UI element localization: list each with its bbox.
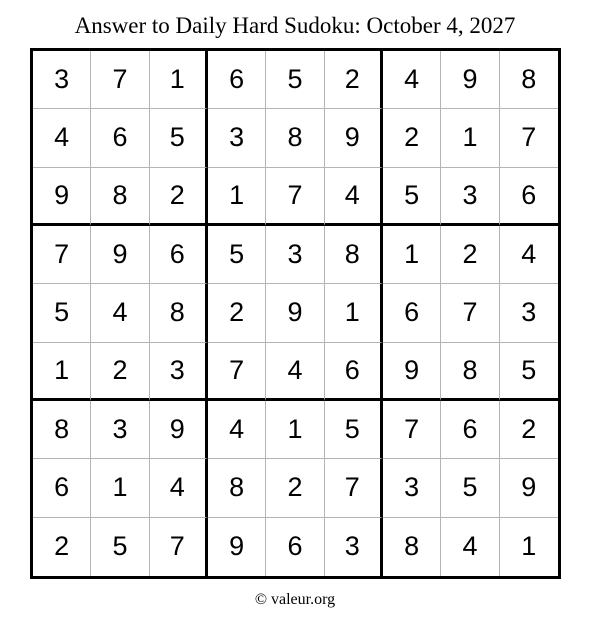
sudoku-cell-r1c2: 7 [91,51,149,109]
sudoku-cell-r4c6: 8 [325,226,383,284]
sudoku-cell-r2c2: 6 [91,109,149,167]
sudoku-cell-r4c4: 5 [208,226,266,284]
sudoku-cell-r8c7: 3 [383,459,441,517]
sudoku-cell-r3c9: 6 [500,168,558,226]
sudoku-cell-r1c1: 3 [33,51,91,109]
sudoku-cell-r3c7: 5 [383,168,441,226]
puzzle-title: Answer to Daily Hard Sudoku: October 4, 2027 [74,13,516,38]
sudoku-cell-r5c9: 3 [500,284,558,342]
sudoku-cell-r2c9: 7 [500,109,558,167]
sudoku-cell-r7c1: 8 [33,401,91,459]
sudoku-cell-r9c1: 2 [33,518,91,576]
sudoku-cell-r7c4: 4 [208,401,266,459]
sudoku-cell-r5c3: 8 [150,284,208,342]
sudoku-cell-r1c3: 1 [150,51,208,109]
sudoku-cell-r2c3: 5 [150,109,208,167]
sudoku-cell-r3c5: 7 [266,168,324,226]
sudoku-cell-r9c5: 6 [266,518,324,576]
sudoku-cell-r4c9: 4 [500,226,558,284]
sudoku-cell-r1c5: 5 [266,51,324,109]
sudoku-cell-r8c8: 5 [441,459,499,517]
sudoku-cell-r9c6: 3 [325,518,383,576]
sudoku-cell-r9c8: 4 [441,518,499,576]
copyright-footer: © valeur.org [254,591,336,608]
sudoku-cell-r8c5: 2 [266,459,324,517]
sudoku-cell-r5c2: 4 [91,284,149,342]
sudoku-cell-r8c4: 8 [208,459,266,517]
sudoku-cell-r5c7: 6 [383,284,441,342]
sudoku-cell-r6c8: 8 [441,343,499,401]
sudoku-cell-r4c8: 2 [441,226,499,284]
sudoku-cell-r9c9: 1 [521,531,537,562]
sudoku-cell-r3c4: 1 [208,168,266,226]
sudoku-cell-r9c7: 8 [383,518,441,576]
sudoku-cell-r9c4: 9 [208,518,266,576]
sudoku-cell-r8c6: 7 [325,459,383,517]
sudoku-cell-r5c1: 5 [33,284,91,342]
sudoku-cell-r1c7: 4 [383,51,441,109]
sudoku-cell-r2c5: 8 [266,109,324,167]
sudoku-cell-r6c5: 4 [266,343,324,401]
sudoku-cell-r4c2: 9 [91,226,149,284]
sudoku-cell-r3c6: 4 [325,168,383,226]
sudoku-cell-r2c8: 1 [441,109,499,167]
sudoku-cell-r5c8: 7 [441,284,499,342]
sudoku-cell-r6c9: 5 [500,343,558,401]
sudoku-cell-r1c8: 9 [441,51,499,109]
sudoku-cell-r5c6: 1 [325,284,383,342]
sudoku-cell-r4c1: 7 [33,226,91,284]
sudoku-cell-r2c7: 2 [383,109,441,167]
sudoku-board [30,48,561,579]
sudoku-cell-r6c7: 9 [383,343,441,401]
sudoku-cell-r1c4: 6 [208,51,266,109]
sudoku-cell-r3c2: 8 [91,168,149,226]
sudoku-cell-r7c3: 9 [150,401,208,459]
sudoku-cell-r8c1: 6 [33,459,91,517]
sudoku-cell-r5c5: 9 [266,284,324,342]
sudoku-cell-r8c3: 4 [150,459,208,517]
sudoku-cell-r6c1: 1 [33,343,91,401]
sudoku-cell-r9c2: 5 [91,518,149,576]
sudoku-cell-r3c8: 3 [441,168,499,226]
sudoku-cell-r4c3: 6 [150,226,208,284]
sudoku-cell-r3c1: 9 [33,168,91,226]
sudoku-cell-r6c4: 7 [208,343,266,401]
sudoku-cell-r6c6: 6 [325,343,383,401]
sudoku-cell-r8c2: 1 [91,459,149,517]
sudoku-cell-r4c7: 1 [383,226,441,284]
sudoku-cell-r2c4: 3 [208,109,266,167]
sudoku-cell-r7c5: 1 [266,401,324,459]
sudoku-cell-r8c9: 9 [500,459,558,517]
sudoku-cell-r7c2: 3 [91,401,149,459]
sudoku-cell-r7c7: 7 [383,401,441,459]
sudoku-cell-r7c8: 6 [441,401,499,459]
sudoku-cell-r9c3: 7 [150,518,208,576]
sudoku-cell-r1c6: 2 [325,51,383,109]
sudoku-cell-r7c6: 5 [325,401,383,459]
sudoku-cell-r5c4: 2 [208,284,266,342]
sudoku-cell-r2c1: 4 [33,109,91,167]
sudoku-cell-r1c9: 8 [500,51,558,109]
sudoku-cell-r2c6: 9 [325,109,383,167]
sudoku-cell-r4c5: 3 [266,226,324,284]
sudoku-cell-r7c9: 2 [500,401,558,459]
sudoku-cell-r6c3: 3 [150,343,208,401]
sudoku-cell-r3c3: 2 [150,168,208,226]
sudoku-cell-r6c2: 2 [91,343,149,401]
